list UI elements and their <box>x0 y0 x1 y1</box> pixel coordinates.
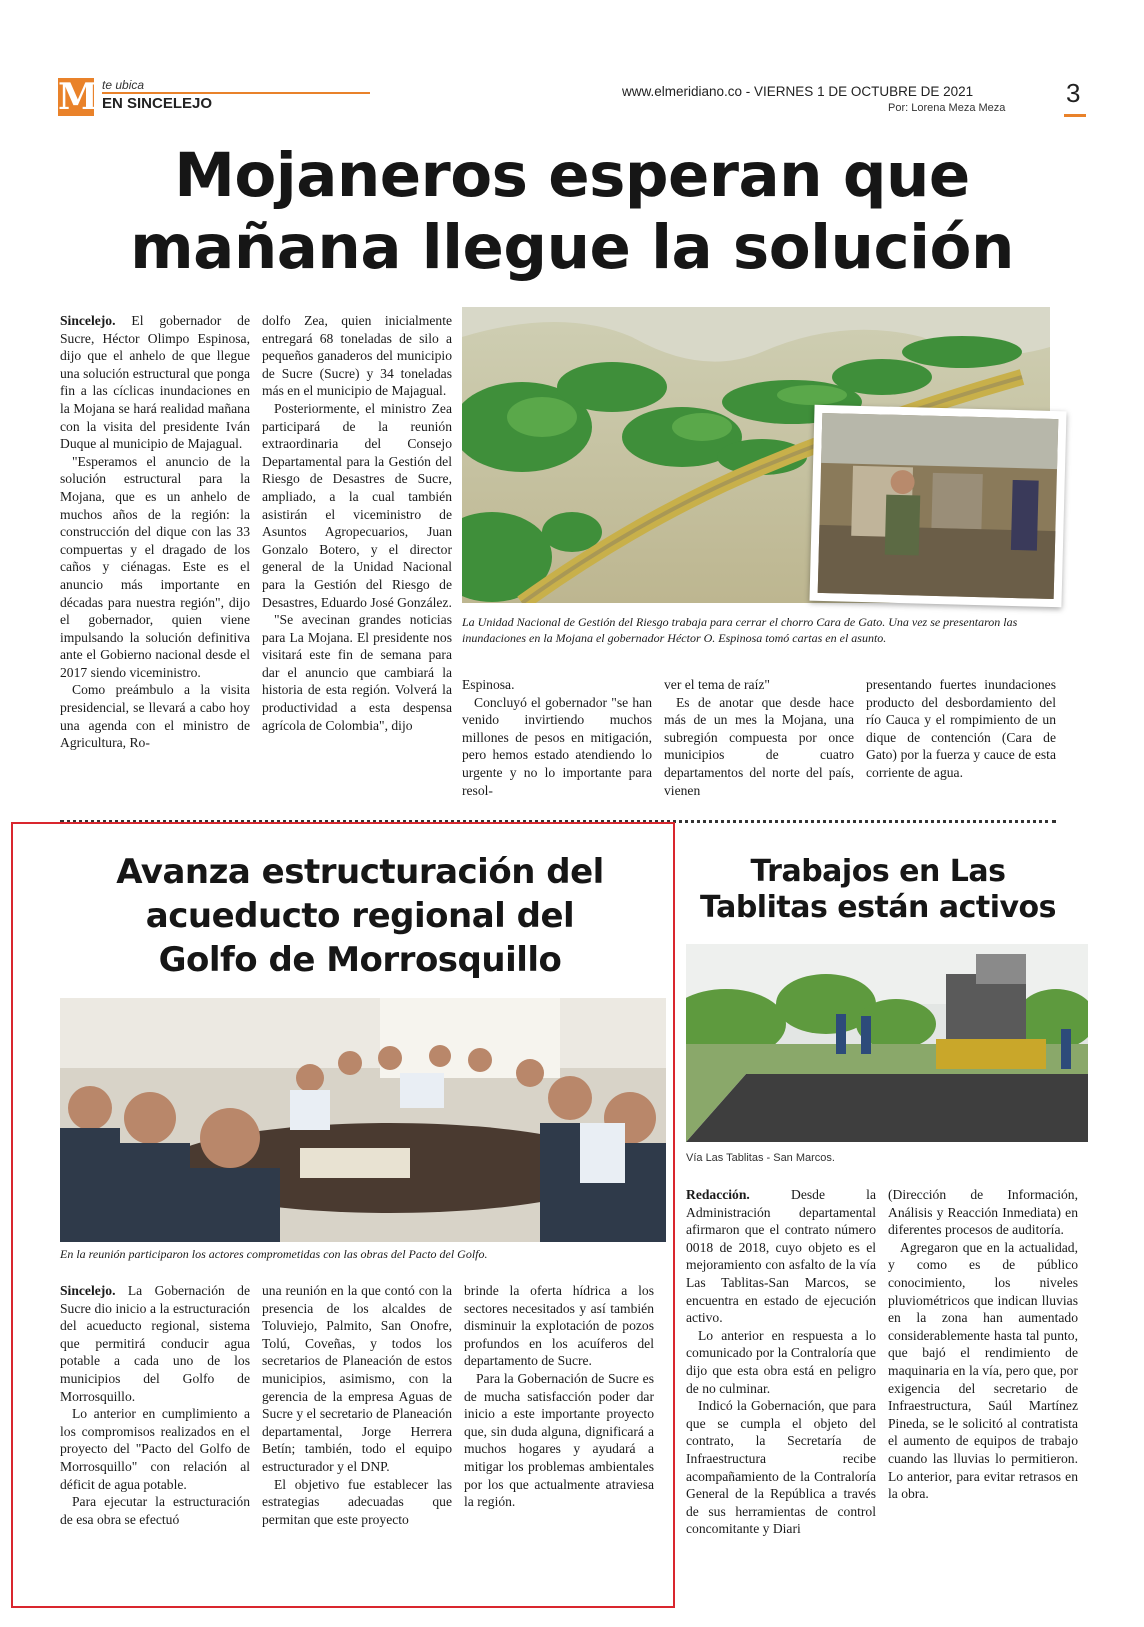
story2-col-1 <box>60 1282 250 1528</box>
story2-photo-caption: En la reunión participaron los actores comprometidas con las obras del Pacto del Golfo. <box>60 1247 488 1261</box>
main-col1-lead: Sincelejo. <box>60 313 116 328</box>
story2-col1-lead: Sincelejo. <box>60 1283 116 1298</box>
story3-photo-caption: Vía Las Tablitas - San Marcos. <box>686 1152 835 1164</box>
section-title: EN SINCELEJO <box>102 95 213 112</box>
story3-col1-p2: Lo anterior en respuesta a lo comunicado por la Contraloría que dijo que esta obra está en peligro de no culminar. <box>686 1327 876 1396</box>
main-col4-p2: Es de anotar que desde hace más de un mes la Mojana, una subregión compuesta por once municipios de cuatro departamentos del norte del país, vienen <box>664 694 854 798</box>
story3-col-2 <box>888 1186 1078 1503</box>
main-col2-p3: "Se avecinan grandes noticias para La Mojana. El presidente nos visitará este fin de semana para dar el anuncio que cambiará la historia de esta región. Volverá la productividad a esta despensa agrícola de Colombia", dijo <box>262 612 452 733</box>
main-col5-p1: presentando fuertes inundaciones producto del desbordamiento del río Cauca y el rompimiento de un dique de contención (Cara de Gato) por la fuerza y cauce de esta corriente de agua. <box>866 677 1056 780</box>
story2-headline <box>60 850 660 982</box>
page-number: 3 <box>1066 78 1081 108</box>
main-col1-p2: "Esperamos el anuncio de la solución estructural para la Mojana, que es un anhelo de muchos años de la región: la construcción del dique con las 33 compuertas y el dragado de los caños y ciénagas. Este es el anuncio más importante en décadas para nuestra región", dijo el gobernador, quien viene impulsando la solución definitiva ante el Gobierno nacional desde el 2017 siendo viceministro. <box>60 453 250 680</box>
story3-col1-p3: Indicó la Gobernación, que para que se cumpla el objeto del contrato, la Secretaría de Infraestructura recibe acompañamiento de la Contraloría General de la República a través de sus herramientas de control concomitante y Diari <box>686 1398 876 1537</box>
inset-illustration <box>809 405 1066 608</box>
page-number-rule <box>1064 114 1086 117</box>
story3-col-1 <box>686 1186 876 1538</box>
story3-headline <box>686 854 1070 926</box>
story3-headline-line2: Tablitas están activos <box>699 890 1057 925</box>
main-col3-p2: Concluyó el gobernador "se han venido invirtiendo muchos millones de pesos en mitigación, pero hemos estado atendiendo lo urgente y no lo importante para resol- <box>462 694 652 798</box>
story3-col2-p1: (Dirección de Información, Análisis y Reacción Inmediata) en diferentes procesos de auditoría. <box>888 1187 1078 1238</box>
story2-headline-line2: acueducto regional del <box>145 896 575 936</box>
story2-col1-p2: Lo anterior en cumplimiento a los compromisos realizados en el proyecto del "Pacto del Golfo de Morrosquillo" con relación al déficit de agua potable. <box>60 1406 250 1492</box>
story2-col-3 <box>464 1282 654 1511</box>
inset-photo <box>809 405 1066 608</box>
main-col1-p1: El gobernador de Sucre, Héctor Olimpo Espinosa, dijo que el anhelo de que llegue una solución estructural que ponga fin a las cíclicas inundaciones en la Mojana se hará realidad mañana con la visita del presidente Iván Duque al municipio de Majagual. <box>60 313 250 452</box>
main-col-2 <box>262 312 452 734</box>
dateline: www.elmeridiano.co - VIERNES 1 DE OCTUBRE DE 2021 <box>622 84 974 99</box>
section-kicker: te ubica <box>102 78 145 92</box>
main-col-1 <box>60 312 250 752</box>
byline: Por: Lorena Meza Meza <box>888 102 1006 114</box>
story2-col3-p2: Para la Gobernación de Sucre es de mucha satisfacción poder dar inicio a este importante proyecto que, sin duda alguna, dignificará a muchos hogares y ayudará a mitigar los problemas ambientales por los que actualmente atraviesa la región. <box>464 1370 654 1510</box>
main-col-3 <box>462 676 652 799</box>
meeting-illustration <box>60 998 666 1242</box>
road-works-illustration <box>686 944 1088 1142</box>
section-rule <box>102 92 370 94</box>
main-col2-p1: dolfo Zea, quien inicialmente entregará 68 toneladas de silo a pequeños ganaderos del municipio de Sucre (Sucre) y 34 toneladas más en el municipio de Majagual. <box>262 313 452 399</box>
main-col4-p1: ver el tema de raíz" <box>664 677 770 692</box>
logo: M <box>58 76 98 118</box>
main-headline-line2: mañana llegue la solución <box>130 212 1014 283</box>
meeting-photo <box>60 998 666 1242</box>
main-photo-caption: La Unidad Nacional de Gestión del Riesgo trabaja para cerrar el chorro Cara de Gato. Una vez se presentaron las inundaciones en la Mojana el gobernador Héctor O. Espinosa tomó cartas en el asunto. <box>462 615 1018 645</box>
story3-col1-lead: Redacción. <box>686 1187 750 1202</box>
story2-headline-line1: Avanza estructuración del <box>116 852 604 892</box>
story2-col-2 <box>262 1282 452 1528</box>
road-works-photo <box>686 944 1088 1142</box>
main-col1-p3: Como preámbulo a la visita presidencial, se llevará a cabo hoy una agenda con el ministro de Agricultura, Ro- <box>60 682 250 751</box>
main-headline <box>40 140 1104 284</box>
main-headline-line1: Mojaneros esperan que <box>174 140 970 211</box>
story2-col2-p1: una reunión en la que contó con la presencia de los alcaldes de Toluviejo, Palmito, San Onofre, Tolú, Coveñas, y todos los secretarios de Planeación de estos municipios, asimismo, con la gerencia de la empresa Aguas de Sucre y el secretario de Planeación departamental, Jorge Herrera Betín; también, todo el equipo estructurador y el DNP. <box>262 1283 452 1474</box>
story3-headline-line1: Trabajos en Las <box>750 854 1006 889</box>
story2-col1-p1: La Gobernación de Sucre dio inicio a la estructuración del acueducto regional, sistema que permitirá conducir agua potable a cada uno de los municipios del Golfo de Morrosquillo. <box>60 1283 250 1404</box>
story2-col2-p2: El objetivo fue establecer las estrategias adecuadas que permitan que este proyecto <box>262 1476 452 1527</box>
main-col2-p2: Posteriormente, el ministro Zea participará de la reunión extraordinaria del Consejo Departamental para la Gestión del Riesgo de Desastres de Sucre, ampliado, a la cual también asistirán el viceministro de Asuntos Agropecuarios, Juan Gonzalo Botero, y el director general de la Unidad Nacional para la Gestión del Riesgo de Desastres, Eduardo José González. <box>262 400 452 610</box>
story2-col3-p1: brinde la oferta hídrica a los sectores necesitados y así también disminuir la explotación de pozos profundos en los acuíferos del departamento de Sucre. <box>464 1283 654 1369</box>
story3-col2-p2: Agregaron que en la actualidad, y como es de público conocimiento, los niveles pluviométricos que indican lluvias en la zona han aumentado considerablemente hasta tal punto, que bajó el rendimiento de maquinaria en la vía, pero que, por exigencia del secretario de Infraestructura, Saúl Martínez Pineda, se le solicitó al contratista el aumento de equipos de trabajo cuando las lluvias lo permitieron. Lo anterior, para evitar retrasos en la obra. <box>888 1239 1078 1502</box>
main-col-5 <box>866 676 1056 782</box>
masthead <box>58 76 1081 122</box>
story2-headline-line3: Golfo de Morrosquillo <box>158 940 562 980</box>
main-col3-p1: Espinosa. <box>462 677 515 692</box>
main-col-4 <box>664 676 854 799</box>
story2-col1-p3: Para ejecutar la estructuración de esa obra se efectuó <box>60 1494 250 1527</box>
story3-col1-p1: Desde la Administración departamental afirmaron que el contrato número 0018 de 2018, cuyo objeto es el mejoramiento con asfalto de la vía Las Tablitas-San Marcos, se encuentra en estado de ejecución activo. <box>686 1187 876 1326</box>
